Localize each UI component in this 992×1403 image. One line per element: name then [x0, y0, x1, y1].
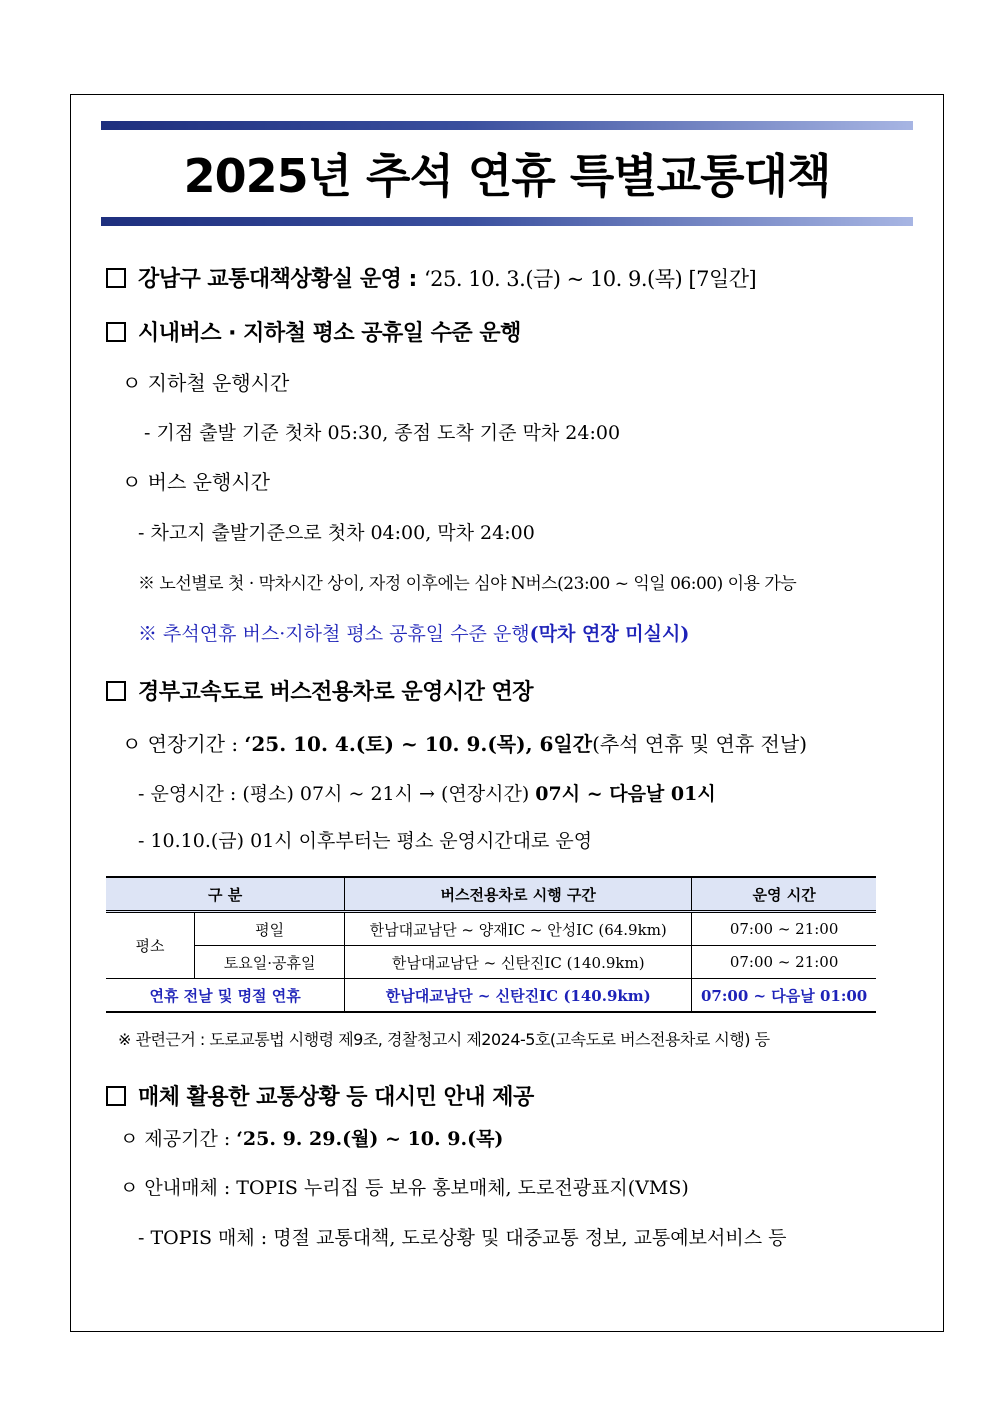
table-header-section: 버스전용차로 시행 구간: [345, 877, 692, 912]
table-header-row: [106, 877, 876, 912]
section-4-title: 매체 활용한 교통상황 등 대시민 안내 제공: [138, 1085, 534, 1110]
info-period-dates: ‘25. 9. 29.(월) ~ 10. 9.(목): [236, 1128, 504, 1150]
table-row: [106, 946, 876, 979]
operating-hours-extended: 07시 ~ 다음날 01시: [535, 783, 716, 805]
legal-basis-note: ※ 관련근거 : 도로교통법 시행령 제9조, 경찰청고시 제2024-5호(고속도로 버스전용차로 시행) 등: [118, 1030, 770, 1049]
title-top-bar: [101, 121, 913, 130]
extension-period-dates: ‘25. 10. 4.(토) ~ 10. 9.(목), 6일간: [244, 732, 593, 756]
checkbox-square-icon: [106, 268, 126, 288]
extension-period-remark: (추석 연휴 및 연휴 전날): [592, 732, 807, 756]
extension-period: [122, 728, 807, 757]
operating-hours: [138, 779, 716, 806]
section-3-title: 경부고속도로 버스전용차로 운영시간 연장: [138, 680, 534, 705]
table-row: [106, 912, 876, 946]
section-heading-1: [106, 262, 756, 293]
table-cell-section: 한남대교남단 ~ 양재IC ~ 안성IC (64.9km): [345, 912, 692, 946]
section-heading-3: [106, 675, 533, 706]
section-1-period: ‘25. 10. 3.(금) ~ 10. 9.(목) [7일간]: [423, 267, 757, 291]
table-header-time: 운영 시간: [692, 877, 876, 912]
info-period-label: ㅇ 제공기간 :: [120, 1128, 237, 1150]
section-heading-4: [106, 1080, 534, 1111]
table-cell-section: 한남대교남단 ~ 신탄진IC (140.9km): [345, 979, 692, 1013]
info-media: ㅇ 안내매체 : TOPIS 누리집 등 보유 홍보매체, 도로전광표지(VMS): [120, 1177, 689, 1199]
subway-hours-label: ㅇ 지하철 운행시간: [122, 371, 290, 395]
holiday-operation-note: [138, 619, 689, 646]
bus-hours-label: ㅇ 버스 운행시간: [122, 470, 270, 494]
info-period: [120, 1124, 503, 1151]
checkbox-square-icon: [106, 681, 126, 701]
table-header-category: 구 분: [106, 877, 345, 912]
title-bottom-bar: [101, 217, 913, 226]
no-extension-text: (막차 연장 미실시): [529, 623, 690, 645]
table-cell-sub: 평일: [195, 912, 345, 946]
table-row: [106, 979, 876, 1013]
table-cell-time: 07:00 ~ 다음날 01:00: [692, 979, 876, 1013]
page-title: 2025년 추석 연휴 특별교통대책: [183, 149, 831, 203]
subway-hours-detail: - 기점 출발 기준 첫차 05:30, 종점 도착 기준 막차 24:00: [144, 422, 621, 444]
night-bus-note: ※ 노선별로 첫 · 막차시간 상이, 자정 이후에는 심야 N버스(23:00 ~ 익일 06:00) 이용 가능: [138, 574, 797, 594]
after-extension-note: - 10.10.(금) 01시 이후부터는 평소 운영시간대로 운영: [138, 830, 593, 852]
table-cell-section: 한남대교남단 ~ 신탄진IC (140.9km): [345, 946, 692, 979]
table-cell-sub: 연휴 전날 및 명절 연휴: [106, 979, 345, 1013]
bus-lane-table: [106, 876, 876, 1013]
extension-period-label: ㅇ 연장기간 :: [122, 732, 245, 756]
table-cell-time: 07:00 ~ 21:00: [692, 912, 876, 946]
checkbox-square-icon: [106, 322, 126, 342]
section-2-title: 시내버스 · 지하철 평소 공휴일 수준 운행: [138, 321, 521, 346]
table-cell-time: 07:00 ~ 21:00: [692, 946, 876, 979]
table-group-label: 평소: [106, 912, 195, 979]
bus-hours-detail: - 차고지 출발기준으로 첫차 04:00, 막차 24:00: [138, 522, 535, 544]
holiday-operation-text: ※ 추석연휴 버스·지하철 평소 공휴일 수준 운행: [138, 623, 530, 645]
operating-hours-normal: - 운영시간 : (평소) 07시 ~ 21시 → (연장시간): [138, 783, 536, 805]
section-1-title: 강남구 교통대책상황실 운영 :: [138, 267, 424, 292]
checkbox-square-icon: [106, 1086, 126, 1106]
table-cell-sub: 토요일·공휴일: [195, 946, 345, 979]
topis-media-detail: - TOPIS 매체 : 명절 교통대책, 도로상황 및 대중교통 정보, 교통예보서비스 등: [138, 1227, 787, 1249]
section-heading-2: [106, 316, 521, 347]
